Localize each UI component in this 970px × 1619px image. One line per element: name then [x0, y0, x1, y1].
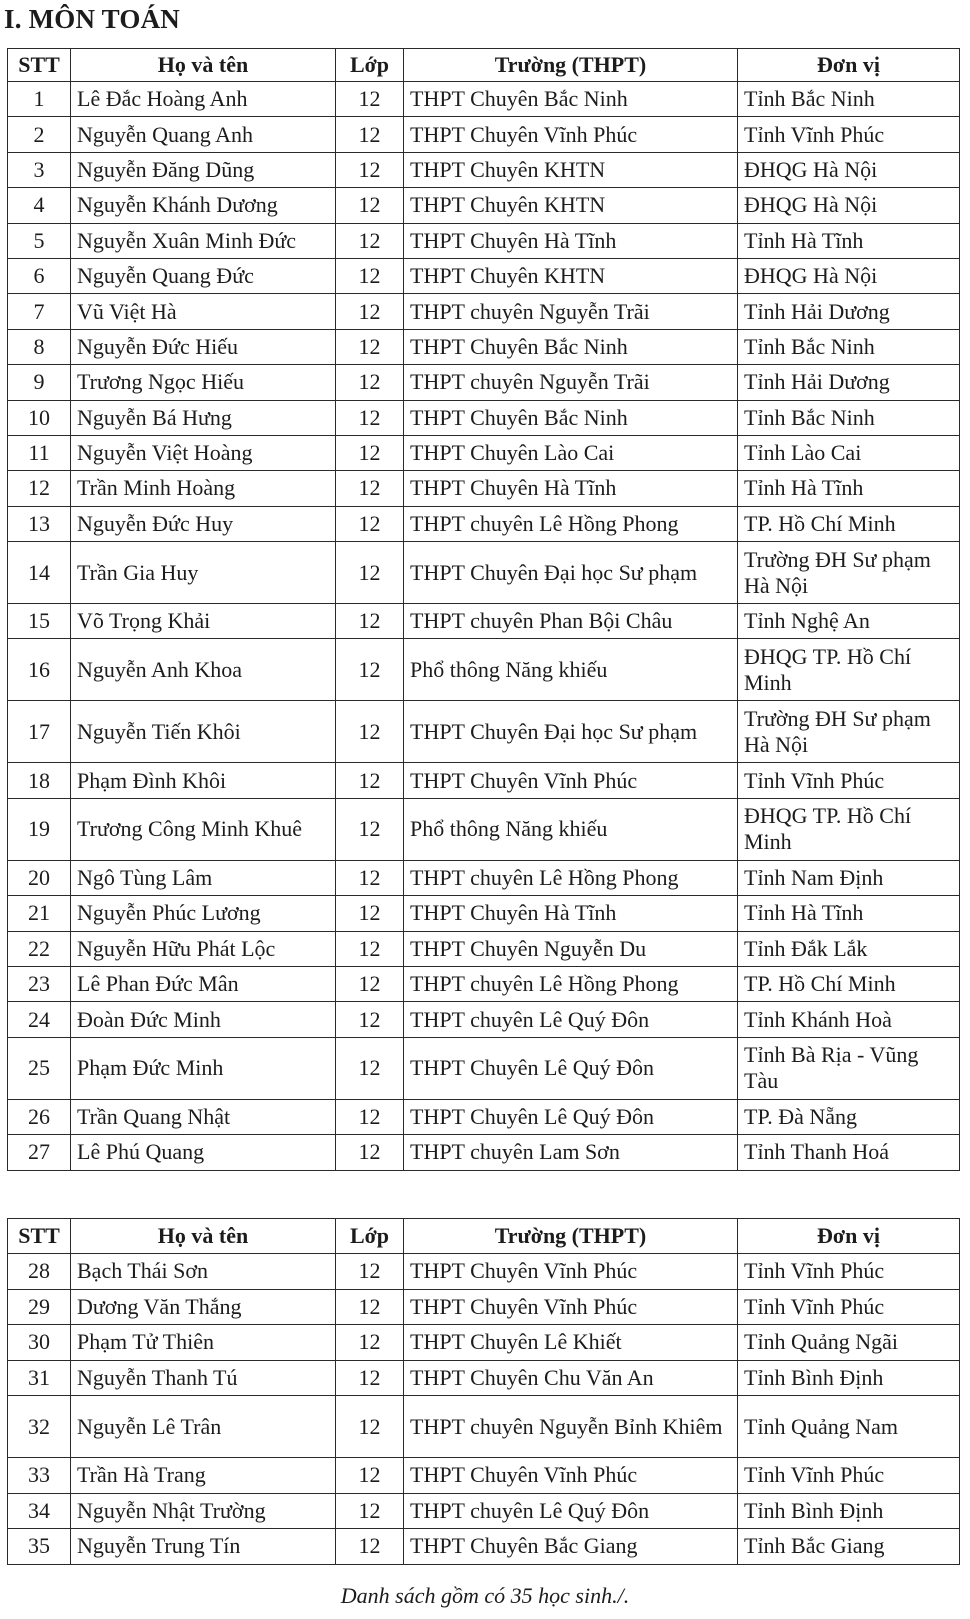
cell-stt: 10	[8, 400, 71, 435]
cell-school: THPT chuyên Lê Quý Đôn	[404, 1493, 738, 1529]
cell-stt: 6	[8, 258, 71, 293]
table-header-row	[8, 49, 960, 82]
cell-stt: 16	[8, 639, 71, 701]
cell-grade: 12	[336, 400, 404, 435]
cell-stt: 13	[8, 506, 71, 541]
cell-grade: 12	[336, 1493, 404, 1529]
table-row	[8, 639, 960, 701]
cell-grade: 12	[336, 1360, 404, 1396]
cell-unit: Tỉnh Nghệ An	[738, 604, 960, 639]
cell-grade: 12	[336, 1135, 404, 1170]
cell-school: THPT Chuyên Bắc Ninh	[404, 400, 738, 435]
section-title: I. MÔN TOÁN	[4, 4, 180, 34]
cell-name: Nguyễn Bá Hưng	[71, 400, 336, 435]
cell-school: THPT Chuyên Lê Khiết	[404, 1325, 738, 1361]
cell-name: Dương Văn Thắng	[71, 1289, 336, 1325]
cell-stt: 29	[8, 1289, 71, 1325]
header-unit: Đơn vị	[738, 1219, 960, 1254]
cell-school: THPT chuyên Lê Quý Đôn	[404, 1002, 738, 1037]
cell-unit: TP. Hồ Chí Minh	[738, 967, 960, 1002]
cell-unit: ĐHQG Hà Nội	[738, 188, 960, 223]
header-name: Họ và tên	[71, 49, 336, 82]
cell-stt: 8	[8, 329, 71, 364]
table-row	[8, 860, 960, 895]
table-row	[8, 365, 960, 400]
cell-unit: Tỉnh Vĩnh Phúc	[738, 763, 960, 798]
cell-grade: 12	[336, 931, 404, 966]
table-row	[8, 117, 960, 152]
table-row	[8, 1099, 960, 1134]
cell-name: Nguyễn Quang Đức	[71, 258, 336, 293]
cell-school: THPT Chuyên Vĩnh Phúc	[404, 1254, 738, 1290]
cell-name: Nguyễn Trung Tín	[71, 1529, 336, 1565]
cell-name: Nguyễn Tiến Khôi	[71, 701, 336, 763]
cell-unit: Tỉnh Hải Dương	[738, 294, 960, 329]
cell-unit: TP. Đà Nẵng	[738, 1099, 960, 1134]
cell-unit: Tỉnh Bắc Ninh	[738, 400, 960, 435]
cell-unit: Tỉnh Khánh Hoà	[738, 1002, 960, 1037]
cell-name: Phạm Đức Minh	[71, 1037, 336, 1099]
cell-school: THPT chuyên Lam Sơn	[404, 1135, 738, 1170]
cell-grade: 12	[336, 82, 404, 117]
header-unit: Đơn vị	[738, 49, 960, 82]
cell-name: Nguyễn Đức Hiếu	[71, 329, 336, 364]
cell-stt: 2	[8, 117, 71, 152]
cell-stt: 20	[8, 860, 71, 895]
cell-unit: Tỉnh Hà Tĩnh	[738, 223, 960, 258]
cell-grade: 12	[336, 365, 404, 400]
cell-school: THPT Chuyên KHTN	[404, 152, 738, 187]
cell-school: THPT Chuyên Bắc Ninh	[404, 82, 738, 117]
cell-grade: 12	[336, 604, 404, 639]
cell-grade: 12	[336, 896, 404, 931]
cell-grade: 12	[336, 223, 404, 258]
cell-grade: 12	[336, 188, 404, 223]
cell-unit: ĐHQG TP. Hồ Chí Minh	[738, 639, 960, 701]
cell-school: Phổ thông Năng khiếu	[404, 798, 738, 860]
cell-name: Trương Công Minh Khuê	[71, 798, 336, 860]
student-table-1	[7, 48, 960, 1171]
table-row	[8, 258, 960, 293]
table-row	[8, 1254, 960, 1290]
cell-school: THPT Chuyên Vĩnh Phúc	[404, 117, 738, 152]
cell-grade: 12	[336, 701, 404, 763]
table-row	[8, 294, 960, 329]
header-grade: Lớp	[336, 1219, 404, 1254]
cell-stt: 19	[8, 798, 71, 860]
cell-name: Trần Minh Hoàng	[71, 471, 336, 506]
cell-grade: 12	[336, 542, 404, 604]
cell-grade: 12	[336, 798, 404, 860]
cell-stt: 34	[8, 1493, 71, 1529]
cell-grade: 12	[336, 763, 404, 798]
table-row	[8, 506, 960, 541]
cell-school: THPT Chuyên Bắc Giang	[404, 1529, 738, 1565]
cell-unit: ĐHQG TP. Hồ Chí Minh	[738, 798, 960, 860]
header-name: Họ và tên	[71, 1219, 336, 1254]
cell-school: THPT Chuyên Vĩnh Phúc	[404, 1289, 738, 1325]
table-row	[8, 82, 960, 117]
table-row	[8, 701, 960, 763]
cell-grade: 12	[336, 117, 404, 152]
header-stt: STT	[8, 1219, 71, 1254]
table-row	[8, 1493, 960, 1529]
cell-school: THPT chuyên Phan Bội Châu	[404, 604, 738, 639]
cell-school: THPT Chuyên Đại học Sư phạm	[404, 542, 738, 604]
cell-stt: 7	[8, 294, 71, 329]
cell-stt: 22	[8, 931, 71, 966]
cell-school: Phổ thông Năng khiếu	[404, 639, 738, 701]
cell-grade: 12	[336, 1529, 404, 1565]
cell-stt: 26	[8, 1099, 71, 1134]
cell-unit: TP. Hồ Chí Minh	[738, 506, 960, 541]
cell-unit: Tỉnh Bình Định	[738, 1493, 960, 1529]
cell-grade: 12	[336, 435, 404, 470]
table-row	[8, 152, 960, 187]
cell-grade: 12	[336, 1325, 404, 1361]
cell-name: Nguyễn Lê Trân	[71, 1396, 336, 1458]
cell-name: Nguyễn Việt Hoàng	[71, 435, 336, 470]
cell-name: Trần Hà Trang	[71, 1458, 336, 1494]
cell-unit: Tỉnh Vĩnh Phúc	[738, 1254, 960, 1290]
table-row	[8, 400, 960, 435]
cell-name: Phạm Tử Thiên	[71, 1325, 336, 1361]
cell-stt: 15	[8, 604, 71, 639]
table-body-2	[8, 1254, 960, 1565]
cell-name: Nguyễn Anh Khoa	[71, 639, 336, 701]
cell-school: THPT Chuyên Hà Tĩnh	[404, 896, 738, 931]
cell-grade: 12	[336, 1396, 404, 1458]
table-row	[8, 896, 960, 931]
cell-grade: 12	[336, 1254, 404, 1290]
cell-grade: 12	[336, 506, 404, 541]
cell-stt: 24	[8, 1002, 71, 1037]
cell-unit: Tỉnh Quảng Nam	[738, 1396, 960, 1458]
cell-grade: 12	[336, 967, 404, 1002]
cell-grade: 12	[336, 860, 404, 895]
cell-unit: Tỉnh Nam Định	[738, 860, 960, 895]
header-grade: Lớp	[336, 49, 404, 82]
table-row	[8, 1360, 960, 1396]
cell-name: Nguyễn Đăng Dũng	[71, 152, 336, 187]
cell-stt: 18	[8, 763, 71, 798]
cell-school: THPT Chuyên Đại học Sư phạm	[404, 701, 738, 763]
cell-grade: 12	[336, 639, 404, 701]
cell-school: THPT Chuyên Bắc Ninh	[404, 329, 738, 364]
cell-stt: 30	[8, 1325, 71, 1361]
header-school: Trường (THPT)	[404, 1219, 738, 1254]
cell-school: THPT Chuyên KHTN	[404, 188, 738, 223]
cell-unit: Tỉnh Quảng Ngãi	[738, 1325, 960, 1361]
header-school: Trường (THPT)	[404, 49, 738, 82]
cell-grade: 12	[336, 1458, 404, 1494]
student-table-2	[7, 1218, 960, 1565]
cell-name: Nguyễn Khánh Dương	[71, 188, 336, 223]
cell-name: Trần Gia Huy	[71, 542, 336, 604]
cell-name: Trần Quang Nhật	[71, 1099, 336, 1134]
table-row	[8, 188, 960, 223]
table-row	[8, 1002, 960, 1037]
cell-school: THPT chuyên Lê Hồng Phong	[404, 967, 738, 1002]
cell-grade: 12	[336, 1037, 404, 1099]
table-row	[8, 435, 960, 470]
cell-unit: Tỉnh Bắc Ninh	[738, 329, 960, 364]
cell-unit: Tỉnh Bắc Ninh	[738, 82, 960, 117]
cell-unit: Tỉnh Bà Rịa - Vũng Tàu	[738, 1037, 960, 1099]
cell-unit: Tỉnh Bắc Giang	[738, 1529, 960, 1565]
cell-stt: 32	[8, 1396, 71, 1458]
cell-stt: 11	[8, 435, 71, 470]
cell-name: Vũ Việt Hà	[71, 294, 336, 329]
cell-stt: 5	[8, 223, 71, 258]
cell-name: Nguyễn Đức Huy	[71, 506, 336, 541]
cell-stt: 3	[8, 152, 71, 187]
table-row	[8, 931, 960, 966]
cell-stt: 35	[8, 1529, 71, 1565]
cell-stt: 1	[8, 82, 71, 117]
cell-grade: 12	[336, 1002, 404, 1037]
cell-unit: Tỉnh Hà Tĩnh	[738, 896, 960, 931]
cell-grade: 12	[336, 258, 404, 293]
table-row	[8, 542, 960, 604]
cell-school: THPT Chuyên Nguyễn Du	[404, 931, 738, 966]
cell-unit: Tỉnh Vĩnh Phúc	[738, 1289, 960, 1325]
table-row	[8, 1529, 960, 1565]
cell-name: Phạm Đình Khôi	[71, 763, 336, 798]
cell-unit: Tỉnh Thanh Hoá	[738, 1135, 960, 1170]
cell-unit: Tỉnh Hải Dương	[738, 365, 960, 400]
cell-school: THPT Chuyên Lào Cai	[404, 435, 738, 470]
cell-school: THPT Chuyên Hà Tĩnh	[404, 223, 738, 258]
table-row	[8, 1325, 960, 1361]
table-row	[8, 1037, 960, 1099]
cell-stt: 23	[8, 967, 71, 1002]
cell-stt: 4	[8, 188, 71, 223]
table-row	[8, 763, 960, 798]
cell-name: Võ Trọng Khải	[71, 604, 336, 639]
cell-name: Lê Phú Quang	[71, 1135, 336, 1170]
cell-grade: 12	[336, 329, 404, 364]
cell-name: Lê Đắc Hoàng Anh	[71, 82, 336, 117]
table-row	[8, 604, 960, 639]
cell-stt: 27	[8, 1135, 71, 1170]
cell-school: THPT Chuyên Chu Văn An	[404, 1360, 738, 1396]
cell-name: Nguyễn Quang Anh	[71, 117, 336, 152]
cell-school: THPT Chuyên Vĩnh Phúc	[404, 1458, 738, 1494]
cell-name: Nguyễn Hữu Phát Lộc	[71, 931, 336, 966]
cell-unit: Tỉnh Lào Cai	[738, 435, 960, 470]
cell-school: THPT Chuyên Lê Quý Đôn	[404, 1099, 738, 1134]
cell-name: Đoàn Đức Minh	[71, 1002, 336, 1037]
cell-grade: 12	[336, 471, 404, 506]
cell-school: THPT Chuyên Vĩnh Phúc	[404, 763, 738, 798]
cell-name: Nguyễn Phúc Lương	[71, 896, 336, 931]
cell-unit: Tỉnh Hà Tĩnh	[738, 471, 960, 506]
cell-name: Bạch Thái Sơn	[71, 1254, 336, 1290]
cell-stt: 12	[8, 471, 71, 506]
header-stt: STT	[8, 49, 71, 82]
table-row	[8, 967, 960, 1002]
table-row	[8, 1289, 960, 1325]
cell-unit: Tỉnh Vĩnh Phúc	[738, 1458, 960, 1494]
cell-stt: 9	[8, 365, 71, 400]
cell-stt: 28	[8, 1254, 71, 1290]
cell-unit: Tỉnh Đắk Lắk	[738, 931, 960, 966]
table-row	[8, 329, 960, 364]
cell-school: THPT chuyên Nguyễn Bỉnh Khiêm	[404, 1396, 738, 1458]
table-body-1	[8, 82, 960, 1171]
cell-grade: 12	[336, 294, 404, 329]
cell-school: THPT Chuyên KHTN	[404, 258, 738, 293]
cell-stt: 14	[8, 542, 71, 604]
table-row	[8, 223, 960, 258]
cell-name: Nguyễn Nhật Trường	[71, 1493, 336, 1529]
cell-name: Nguyễn Thanh Tú	[71, 1360, 336, 1396]
table-row	[8, 471, 960, 506]
cell-school: THPT Chuyên Hà Tĩnh	[404, 471, 738, 506]
cell-name: Lê Phan Đức Mân	[71, 967, 336, 1002]
cell-stt: 17	[8, 701, 71, 763]
table-row	[8, 1396, 960, 1458]
cell-stt: 31	[8, 1360, 71, 1396]
cell-stt: 33	[8, 1458, 71, 1494]
cell-grade: 12	[336, 1099, 404, 1134]
cell-stt: 25	[8, 1037, 71, 1099]
cell-name: Ngô Tùng Lâm	[71, 860, 336, 895]
cell-unit: Trường ĐH Sư phạm Hà Nội	[738, 701, 960, 763]
cell-unit: Trường ĐH Sư phạm Hà Nội	[738, 542, 960, 604]
cell-stt: 21	[8, 896, 71, 931]
cell-school: THPT Chuyên Lê Quý Đôn	[404, 1037, 738, 1099]
cell-school: THPT chuyên Nguyễn Trãi	[404, 294, 738, 329]
cell-unit: Tỉnh Bình Định	[738, 1360, 960, 1396]
table-row	[8, 798, 960, 860]
cell-school: THPT chuyên Lê Hồng Phong	[404, 506, 738, 541]
cell-unit: Tỉnh Vĩnh Phúc	[738, 117, 960, 152]
cell-grade: 12	[336, 152, 404, 187]
cell-name: Nguyễn Xuân Minh Đức	[71, 223, 336, 258]
cell-grade: 12	[336, 1289, 404, 1325]
cell-school: THPT chuyên Lê Hồng Phong	[404, 860, 738, 895]
table-row	[8, 1458, 960, 1494]
table-row	[8, 1135, 960, 1170]
cell-unit: ĐHQG Hà Nội	[738, 152, 960, 187]
cell-school: THPT chuyên Nguyễn Trãi	[404, 365, 738, 400]
cell-name: Trương Ngọc Hiếu	[71, 365, 336, 400]
list-footer-note: Danh sách gồm có 35 học sinh./.	[340, 1583, 630, 1608]
cell-unit: ĐHQG Hà Nội	[738, 258, 960, 293]
table-header-row	[8, 1219, 960, 1254]
